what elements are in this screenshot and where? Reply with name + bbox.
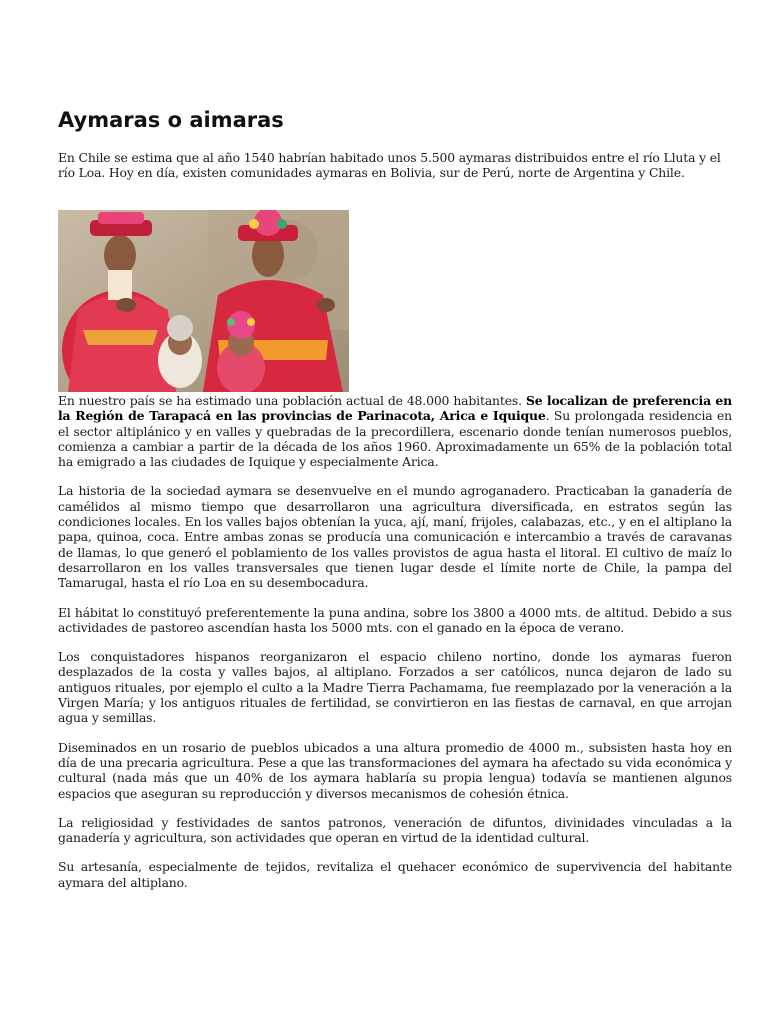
photo-illustration <box>58 210 349 392</box>
paragraph-crafts: Su artesanía, especialmente de tejidos, revitaliza el quehacer económico de supervivencia del habitante aymara del altiplano. <box>58 859 732 890</box>
paragraph-population-bold: Se localizan de preferencia en la Región de Tarapacá en las provincias de Parinacota, Arica e Iquique <box>58 393 732 424</box>
paragraph-history: La historia de la sociedad aymara se desenvuelve en el mundo agroganadero. Practicaban la ganadería de camélidos al mismo tiempo que desarrollaron una agricultura diversificada, en estratos según las condiciones locales. En los valles bajos obtenían la yuca, ají, maní, frijoles, calabazas, etc., y en el altiplano la papa, quinoa, coca. Entre ambas zonas se producía una comunicación e intercambio a través de caravanas de llamas, lo que generó el poblamiento de los valles provistos de agua hasta el litoral. El cultivo de maíz lo desarrollaron en los valles transversales que tienen lugar desde el límite norte de Chile, la pampa del Tamarugal, hasta el río Loa en su desembocadura. <box>58 483 732 591</box>
paragraph-habitat: El hábitat lo constituyó preferentemente la puna andina, sobre los 3800 a 4000 mts. de altitud. Debido a sus actividades de pastoreo ascendían hasta los 5000 mts. con el ganado en la época de verano. <box>58 604 732 635</box>
body-text <box>58 393 732 904</box>
paragraph-population-start: En nuestro país se ha estimado una población actual de 48.000 habitantes. <box>58 393 526 408</box>
photo-of-aymara-women-and-children <box>58 210 349 392</box>
paragraph-population-end: . Su prolongada residencia en el sector altiplánico y en valles y quebradas de la precordillera, escenario donde tenían numerosos pueblos, comienza a cambiar a partir de la década de los años 1960. Aproximadamente un 65% de la población total ha emigrado a las ciudades de Iquique y especialmente Arica. <box>58 408 732 470</box>
page-title: Aymaras o aimaras <box>58 108 284 132</box>
paragraph-population <box>58 393 732 469</box>
paragraph-conquest: Los conquistadores hispanos reorganizaron el espacio chileno nortino, donde los aymaras fueron desplazados de la costa y valles bajos, al altiplano. Forzados a ser católicos, nunca dejaron de lado su antiguos rituales, por ejemplo el culto a la Madre Tierra Pachamama, fue reemplazado por la veneración a la Virgen María; y los antiguos rituales de fertilidad, se convirtieron en las fiestas de carnaval, en que arrojan agua y semillas. <box>58 649 732 726</box>
intro-paragraph: En Chile se estima que al año 1540 habrían habitado unos 5.500 aymaras distribuidos entre el río Lluta y el río Loa. Hoy en día, existen comunidades aymaras en Bolivia, sur de Perú, norte de Argentina y Chile. <box>58 150 721 181</box>
paragraph-religion: La religiosidad y festividades de santos patronos, veneración de difuntos, divinidades vinculadas a la ganadería y agricultura, son actividades que operan en virtud de la identidad cultural. <box>58 814 732 846</box>
paragraph-villages: Diseminados en un rosario de pueblos ubicados a una altura promedio de 4000 m., subsisten hasta hoy en día de una precaria agricultura. Pese a que las transformaciones del aymara ha afectado su vida económica y cultural (nada más que un 40% de los aymara hablaría su propia lengua) todavía se mantienen algunos espacios que aseguran su reproducción y diversos mecanismos de cohesión étnica. <box>58 739 732 801</box>
